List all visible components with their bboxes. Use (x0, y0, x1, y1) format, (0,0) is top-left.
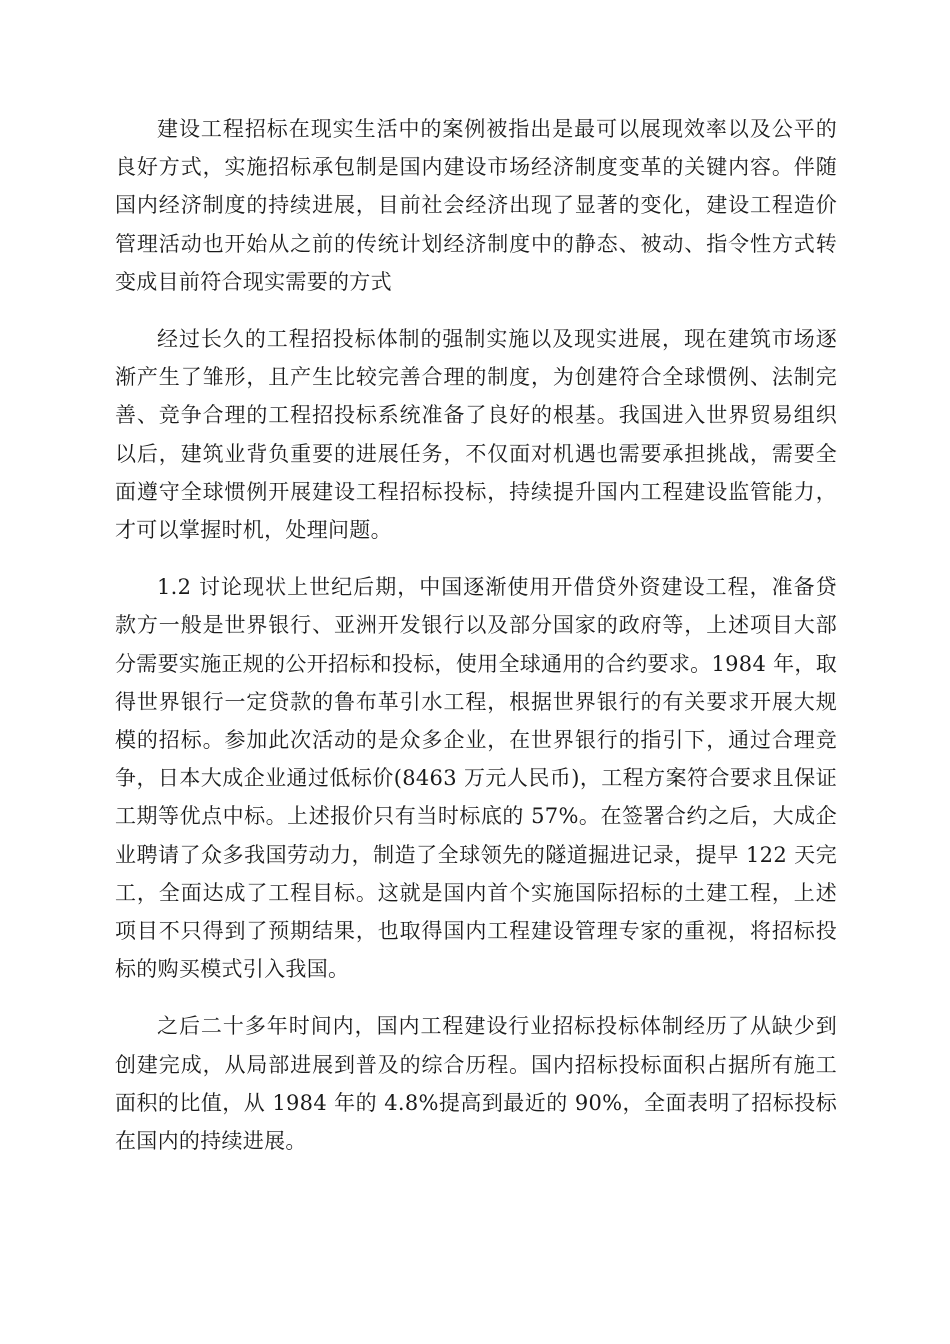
paragraph-1: 建设工程招标在现实生活中的案例被指出是最可以展现效率以及公平的良好方式，实施招标承包制是国内建设市场经济制度变革的关键内容。伴随国内经济制度的持续进展，目前社会经济出现了显著的变化，建设工程造价管理活动也开始从之前的传统计划经济制度中的静态、被动、指令性方式转变成目前符合现实需要的方式 (115, 117, 837, 294)
paragraph-3: 1.2 讨论现状上世纪后期，中国逐渐使用开借贷外资建设工程，准备贷款方一般是世界银行、亚洲开发银行以及部分国家的政府等，上述项目大部分需要实施正规的公开招标和投标，使用全球通用的合约要求。1984 年，取得世界银行一定贷款的鲁布革引水工程，根据世界银行的有关要求开展大规模的招标。参加此次活动的是众多企业，在世界银行的指引下，通过合理竞争，日本大成企业通过低标价(8463 万元人民币)，工程方案符合要求且保证工期等优点中标。上述报价只有当时标底的 57%。在签署合约之后，大成企业聘请了众多我国劳动力，制造了全球领先的隧道掘进记录，提早 122 天完工，全面达成了工程目标。这就是国内首个实施国际招标的土建工程，上述项目不只得到了预期结果，也取得国内工程建设管理专家的重视，将招标投标的购买模式引入我国。 (115, 575, 837, 982)
paragraph-2: 经过长久的工程招投标体制的强制实施以及现实进展，现在建筑市场逐渐产生了雏形，且产生比较完善合理的制度，为创建符合全球惯例、法制完善、竞争合理的工程招投标系统准备了良好的根基。我国进入世界贸易组织以后，建筑业背负重要的进展任务，不仅面对机遇也需要承担挑战，需要全面遵守全球惯例开展建设工程招标投标，持续提升国内工程建设监管能力，才可以掌握时机，处理问题。 (115, 327, 837, 543)
document-body (115, 110, 837, 1179)
paragraph-4: 之后二十多年时间内，国内工程建设行业招标投标体制经历了从缺少到创建完成，从局部进展到普及的综合历程。国内招标投标面积占据所有施工面积的比值，从 1984 年的 4.8%提高到最近的 90%，全面表明了招标投标在国内的持续进展。 (115, 1014, 837, 1154)
